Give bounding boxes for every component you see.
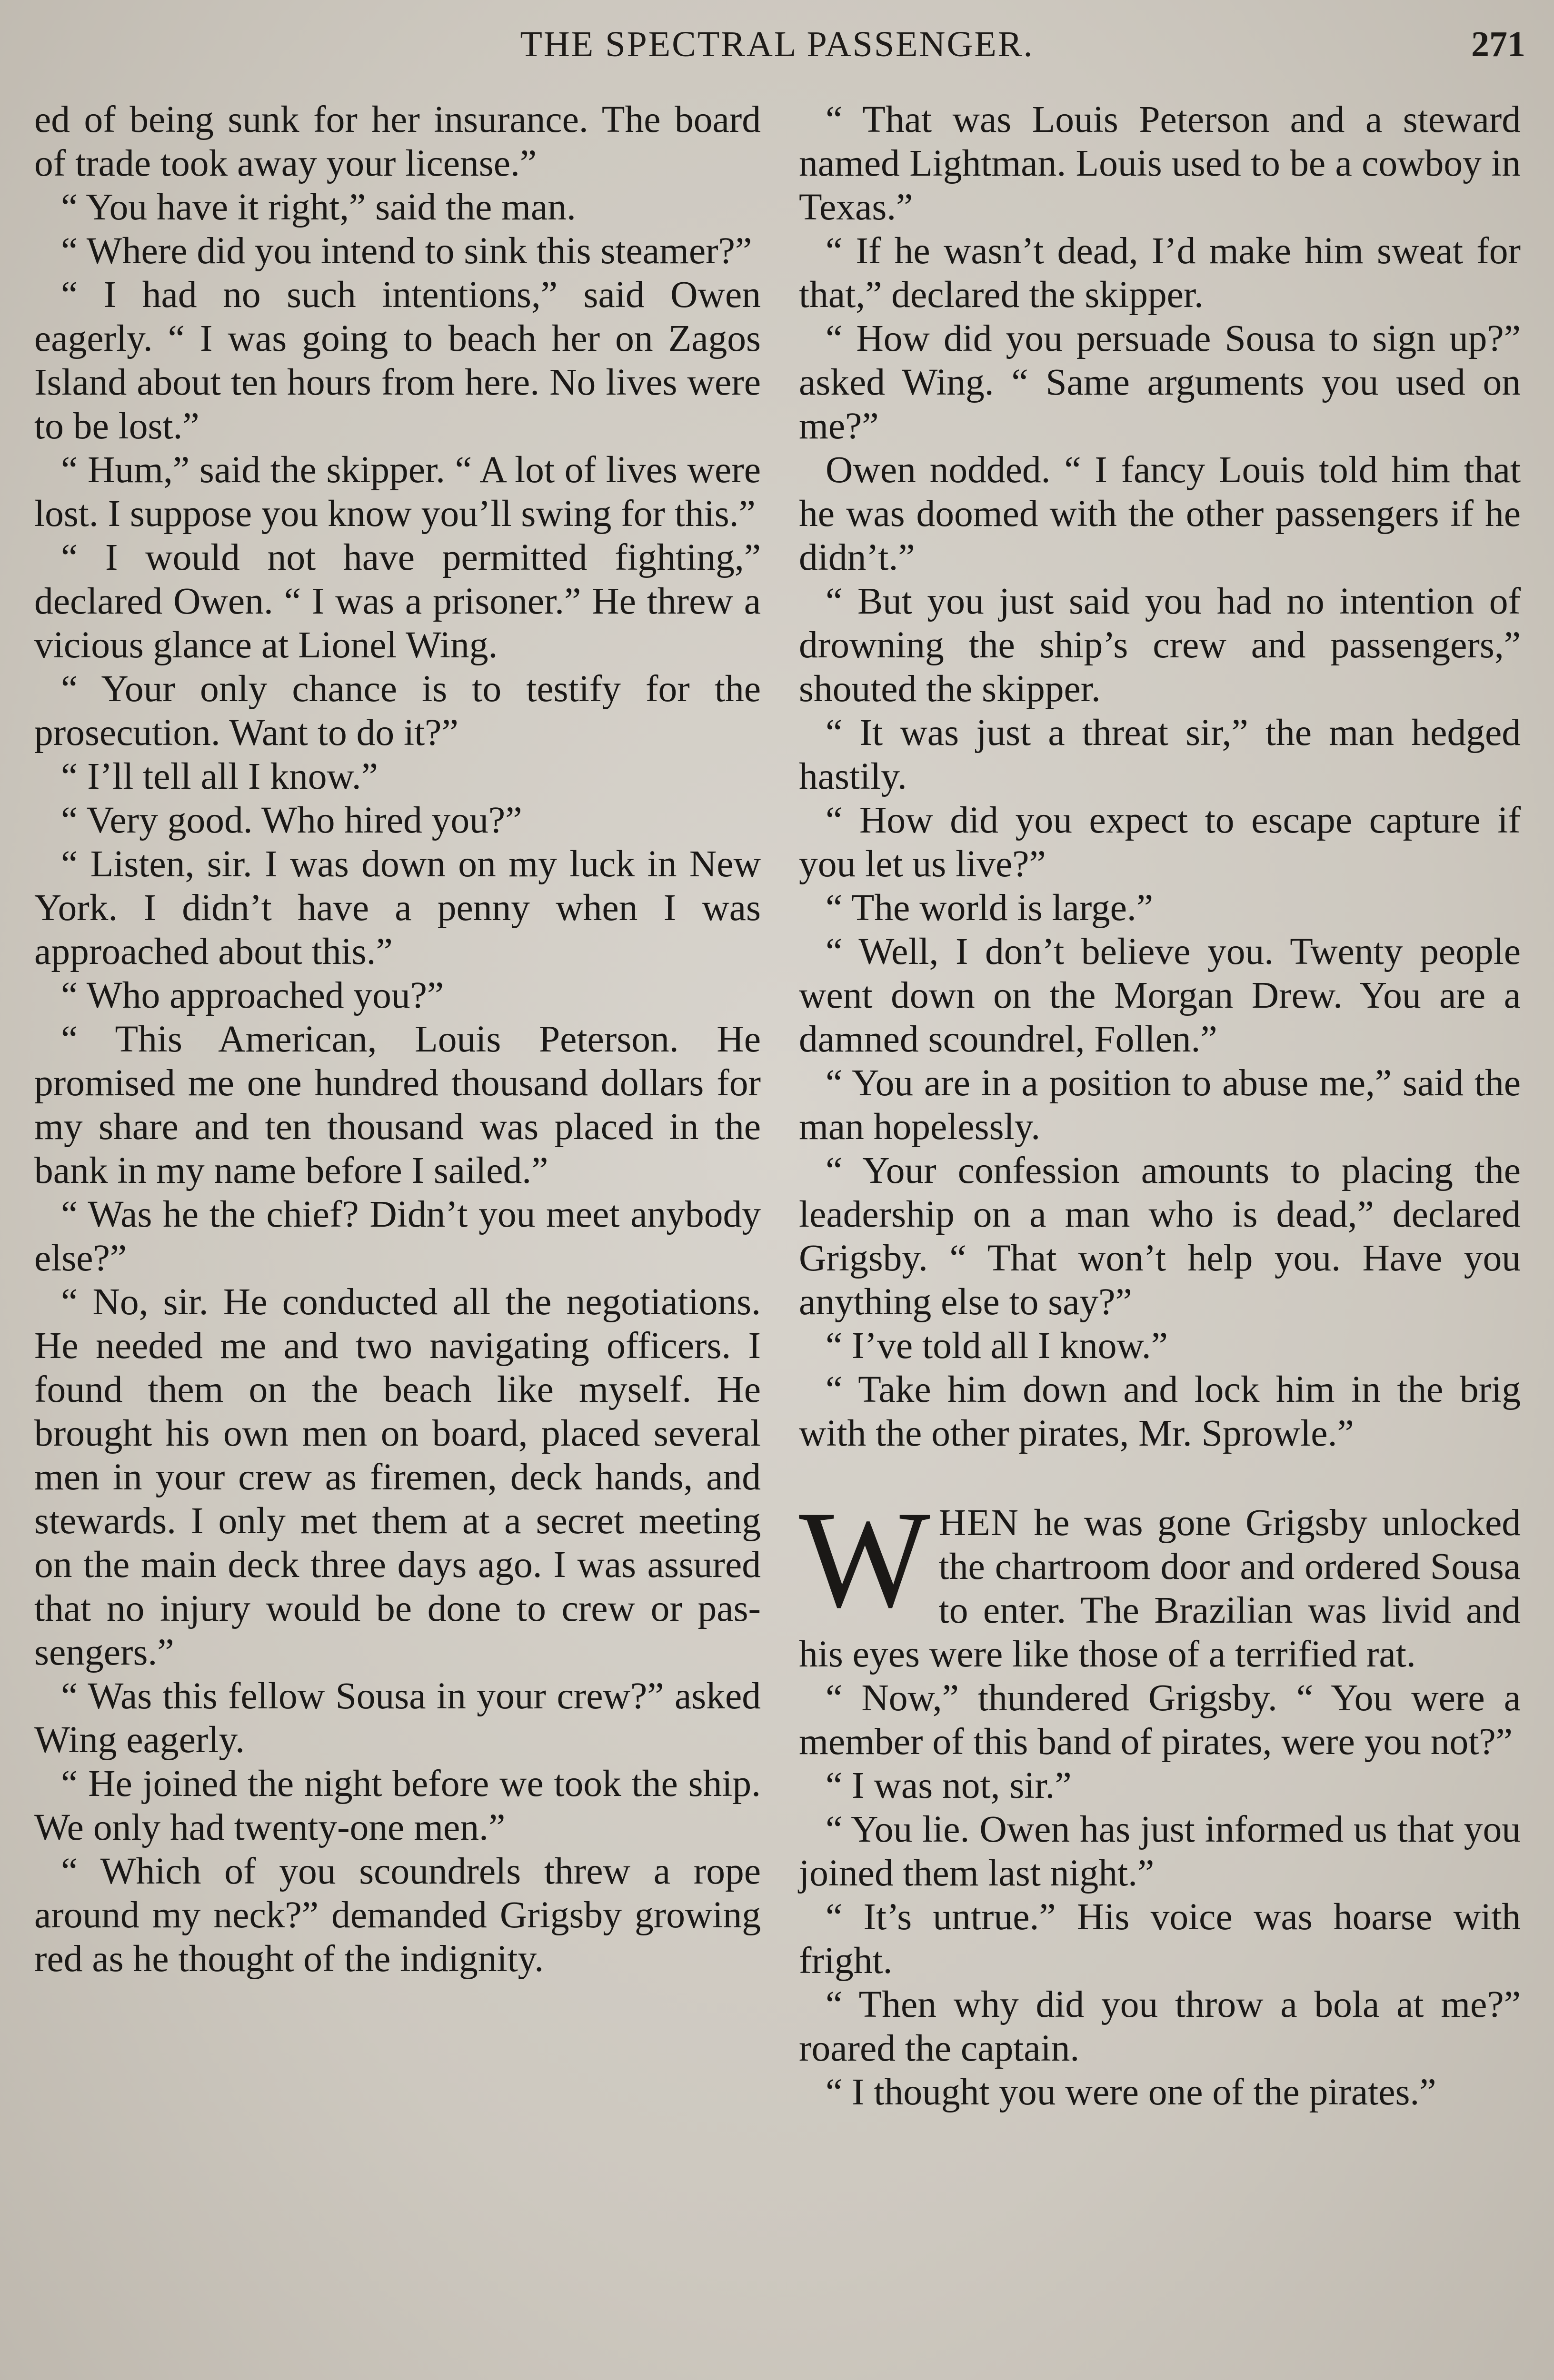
paragraph: “ Where did you intend to sink this steamer?” <box>61 230 752 272</box>
section-opening-paragraph <box>799 1483 1521 1676</box>
running-head <box>0 18 1554 70</box>
paragraph: “ Hum,” said the skipper. “ A lot of lives were lost. I suppose you know you’ll swing for this.” <box>34 449 761 535</box>
paragraph: “ You are in a position to abuse me,” said the man hopelessly. <box>799 1062 1521 1148</box>
page-number: 271 <box>1471 24 1525 64</box>
paragraph: “ This American, Louis Peterson. He promised me one hundred thousand dollars for my share and ten thousand was placed in the bank in my name before I sailed.” <box>34 1018 761 1191</box>
paragraph: “ Very good. Who hired you?” <box>61 799 522 841</box>
paragraph: “ You lie. Owen has just informed us that you joined them last night.” <box>799 1808 1521 1894</box>
paragraph: “ I’ll tell all I know.” <box>61 755 378 797</box>
paragraph: “ Now,” thundered Grigsby. “ You were a member of this band of pirates, were you not?” <box>799 1677 1521 1763</box>
drop-cap: W <box>799 1483 930 1636</box>
paragraph: “ He joined the night before we took the ship. We only had twenty-one men.” <box>34 1763 761 1848</box>
paragraph: “ How did you persuade Sousa to sign up?” asked Wing. “ Same arguments you used on me?” <box>799 317 1521 447</box>
section-opening-text: he was gone Grigsby unlocked the chartroom door and ordered Sousa to enter. The Brazilian was livid and his eyes were like those of a terrified rat. <box>799 1502 1521 1675</box>
left-column <box>34 98 761 1981</box>
paragraph: “ Was he the chief? Didn’t you meet anybody else?” <box>34 1193 761 1279</box>
paragraph: “ But you just said you had no intention of drowning the ship’s crew and passengers,” shouted the skipper. <box>799 580 1521 710</box>
paragraph: “ Well, I don’t believe you. Twenty people went down on the Morgan Drew. You are a damned scoundrel, Follen.” <box>799 931 1521 1060</box>
running-title: THE SPECTRAL PASSENGER. <box>520 24 1034 64</box>
paragraph: “ No, sir. He conducted all the negotiations. He needed me and two navigating officers. I found them on the beach like myself. He brought his own men on board, placed several men in your crew as firemen, deck hands, and stewards. I only met them at a secret meeting on the main deck three days ago. I was assured that no injury would be done to crew or passengers.” <box>34 1281 761 1673</box>
paragraph: “ If he wasn’t dead, I’d make him sweat for that,” declared the skipper. <box>799 230 1521 316</box>
right-column-bottom <box>799 1676 1521 2114</box>
paragraph: “ Listen, sir. I was down on my luck in New York. I didn’t have a penny when I was approached about this.” <box>34 843 761 972</box>
right-column-top <box>799 98 1521 1455</box>
paragraph: “ It’s untrue.” His voice was hoarse with fright. <box>799 1896 1521 1982</box>
paragraph: “ Who approached you?” <box>61 974 444 1016</box>
right-column <box>799 98 1521 2114</box>
paragraph: Owen nodded. “ I fancy Louis told him that he was doomed with the other passengers if he didn’t.” <box>799 449 1521 578</box>
paragraph: “ I was not, sir.” <box>826 1765 1072 1806</box>
paragraph: “ You have it right,” said the man. <box>61 186 576 228</box>
paragraph: “ Take him down and lock him in the brig with the other pirates, Mr. Sprowle.” <box>799 1368 1521 1454</box>
paragraph: “ I had no such intentions,” said Owen eagerly. “ I was going to beach her on Zagos Island about ten hours from here. No lives were to be lost.” <box>34 274 761 447</box>
paragraph: “ The world is large.” <box>826 887 1154 929</box>
paragraph: “ That was Louis Peterson and a steward named Lightman. Louis used to be a cowboy in Texas.” <box>799 99 1521 228</box>
paragraph: “ Was this fellow Sousa in your crew?” asked Wing eagerly. <box>34 1675 761 1761</box>
paragraph: “ It was just a threat sir,” the man hedged hastily. <box>799 712 1521 797</box>
paragraph: “ Then why did you throw a bola at me?” roared the captain. <box>799 1983 1521 2069</box>
paragraph: “ I would not have permitted fighting,” declared Owen. “ I was a prisoner.” He threw a vicious glance at Lionel Wing. <box>34 536 761 666</box>
paragraph: “ Which of you scoundrels threw a rope around my neck?” demanded Grigsby growing red as he thought of the indignity. <box>34 1850 761 1980</box>
paragraph: “ I thought you were one of the pirates.” <box>826 2071 1436 2113</box>
paragraph: “ Your only chance is to testify for the prosecution. Want to do it?” <box>34 668 761 754</box>
paragraph: “ Your confession amounts to placing the leadership on a man who is dead,” declared Grigsby. “ That won’t help you. Have you anything else to say?” <box>799 1150 1521 1323</box>
paragraph: ed of being sunk for her insurance. The board of trade took away your license.” <box>34 99 761 184</box>
lead-caps: HEN <box>938 1502 1019 1544</box>
paragraph: “ I’ve told all I know.” <box>826 1325 1168 1367</box>
paragraph: “ How did you expect to escape capture if you let us live?” <box>799 799 1521 885</box>
